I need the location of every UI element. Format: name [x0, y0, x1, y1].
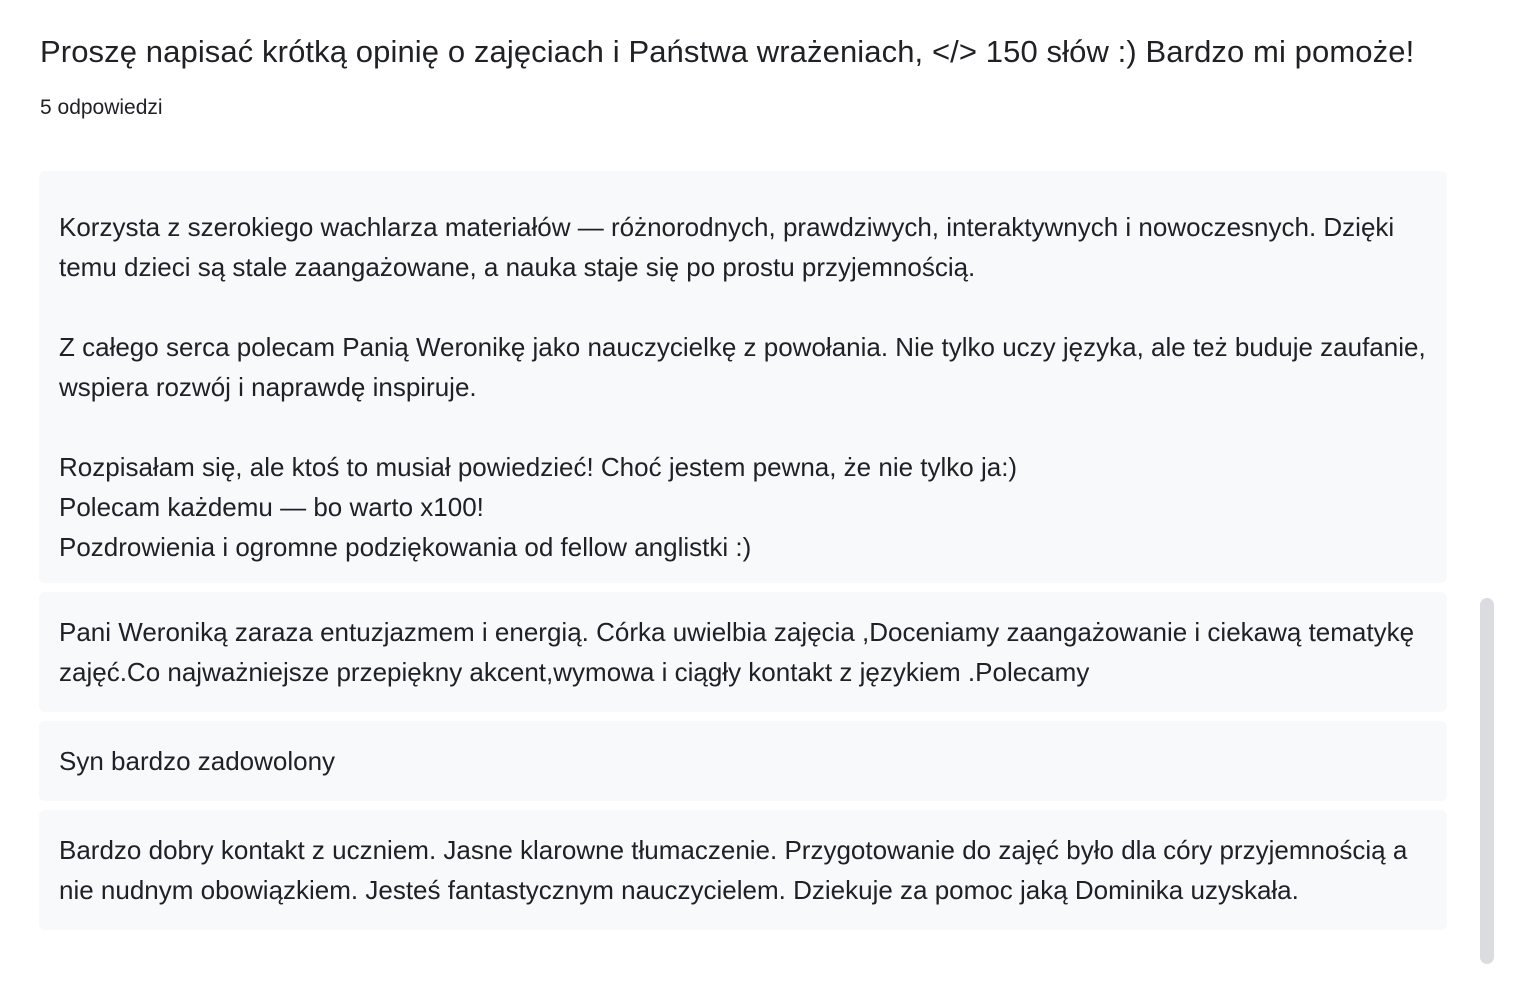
response-paragraph: Rozpisałam się, ale ktoś to musiał powiedzieć! Choć jestem pewna, że nie tylko ja:) Polecam każdemu — bo warto x100! Pozdrowienia i ogromne podziękowania od fellow anglistki :): [59, 452, 1018, 562]
question-title: Proszę napisać krótką opinię o zajęciach i Państwa wrażeniach, </> 150 słów :) Bardzo mi pomoże!: [40, 34, 1415, 69]
scrollbar-thumb[interactable]: [1480, 598, 1494, 964]
response-paragraph: Korzysta z szerokiego wachlarza materiałów — różnorodnych, prawdziwych, interaktywnych i nowoczesnych. Dzięki temu dzieci są stale zaangażowane, a nauka staje się po prostu przyjemnością.: [59, 212, 1395, 282]
responses-list: [39, 171, 1447, 939]
response-paragraph: Syn bardzo zadowolony: [59, 746, 336, 776]
response-card: [39, 171, 1447, 583]
response-paragraph: Pani Weroniką zaraza entuzjazmem i energią. Córka uwielbia zajęcia ,Doceniamy zaangażowanie i ciekawą tematykę zajęć.Co najważniejsze przepiękny akcent,wymowa i ciągły kontakt z językiem .Polecamy: [59, 617, 1415, 687]
response-paragraph: Bardzo dobry kontakt z uczniem. Jasne klarowne tłumaczenie. Przygotowanie do zajęć było dla córy przyjemnością a nie nudnym obowiązkiem. Jesteś fantastycznym nauczycielem. Dziekuje za pomoc jaką Dominika uzyskała.: [59, 835, 1408, 905]
response-count: 5 odpowiedzi: [40, 96, 163, 119]
response-card: [39, 592, 1447, 712]
scrollbar[interactable]: [1479, 598, 1495, 964]
response-card: [39, 810, 1447, 930]
response-paragraph: Z całego serca polecam Panią Weronikę jako nauczycielkę z powołania. Nie tylko uczy języka, ale też buduje zaufanie, wspiera rozwój i naprawdę inspiruje.: [59, 332, 1426, 402]
response-card: [39, 721, 1447, 801]
